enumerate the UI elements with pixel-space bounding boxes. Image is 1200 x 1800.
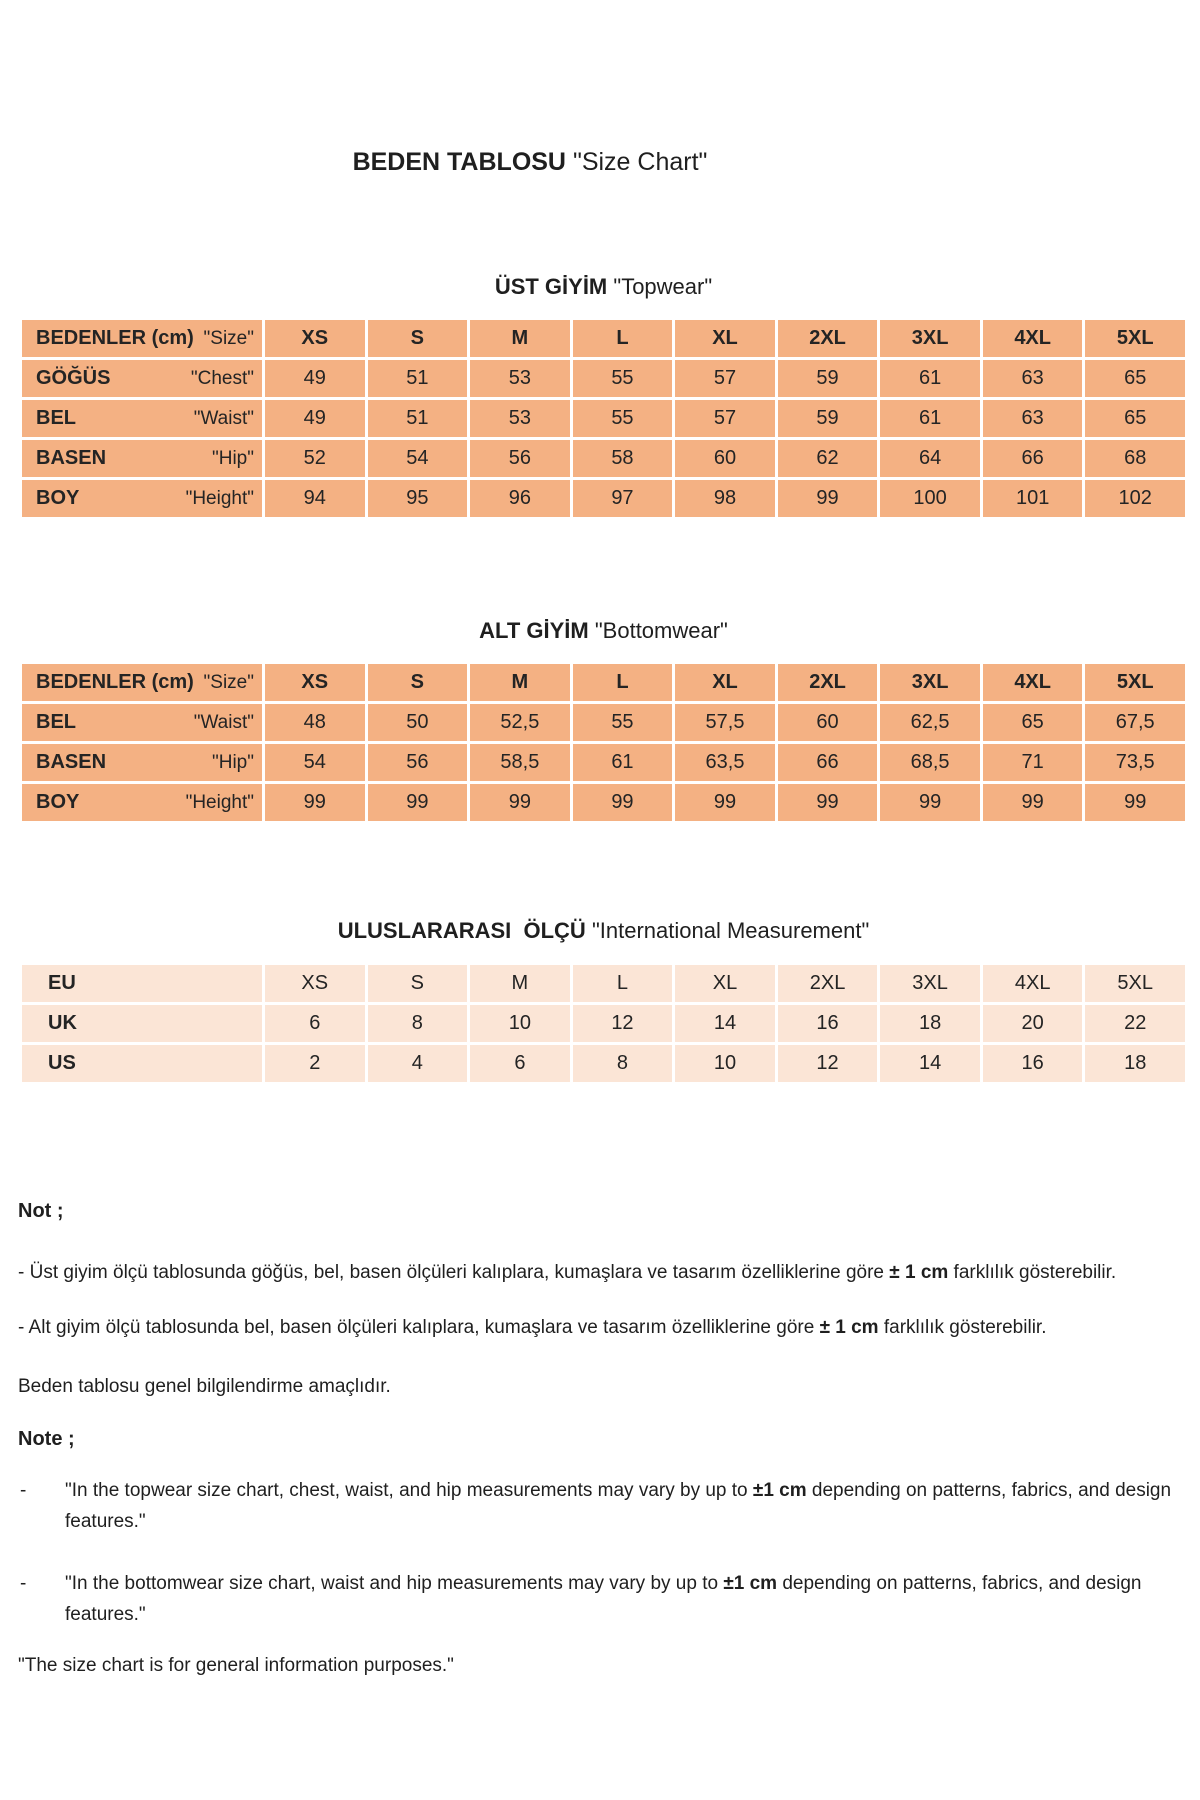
value-cell: 59 (778, 400, 878, 437)
row-label: BEL (36, 407, 76, 429)
value-cell: 96 (470, 480, 570, 517)
header-label-cell (22, 320, 262, 357)
bullet-dash: - (20, 1479, 27, 1501)
value-cell: 61 (880, 360, 980, 397)
size-header-cell: 5XL (1085, 664, 1185, 701)
size-header-cell: 3XL (880, 320, 980, 357)
bullet-text (65, 1568, 1172, 1630)
row-label-cell (22, 400, 262, 437)
turkish-general-note: Beden tablosu genel bilgilendirme amaçlıdır. (18, 1375, 391, 1397)
value-cell: 63,5 (675, 744, 775, 781)
turkish-note-bottomwear (0, 1312, 1200, 1343)
value-cell: 5XL (1085, 965, 1185, 1002)
value-cell: 4XL (983, 965, 1083, 1002)
international-table (22, 965, 1185, 1082)
value-cell: 18 (880, 1005, 980, 1042)
value-cell: 99 (778, 480, 878, 517)
value-cell: 52,5 (470, 704, 570, 741)
row-label-cell (22, 965, 262, 1002)
value-cell: 98 (675, 480, 775, 517)
value-cell: 63 (983, 400, 1083, 437)
value-cell: 54 (368, 440, 468, 477)
row-quote-label: "Height" (185, 487, 254, 509)
note-text: "In the bottomwear size chart, waist and hip measurements may vary by up to (65, 1572, 724, 1594)
value-cell: L (573, 965, 673, 1002)
value-cell: 2XL (778, 965, 878, 1002)
row-label-cell (22, 360, 262, 397)
value-cell: 62 (778, 440, 878, 477)
value-cell: 3XL (880, 965, 980, 1002)
value-cell: 99 (983, 784, 1083, 821)
value-cell: 58 (573, 440, 673, 477)
international-title-english: "International Measurement" (591, 918, 870, 944)
topwear-title-turkish: ÜST GİYİM (494, 273, 608, 299)
bottomwear-title-english: "Bottomwear" (594, 618, 728, 643)
value-cell: 66 (983, 440, 1083, 477)
size-header-cell: S (368, 664, 468, 701)
size-header-cell: L (573, 320, 673, 357)
bullet-text (65, 1475, 1172, 1537)
value-cell: 99 (470, 784, 570, 821)
size-header-cell: XL (675, 664, 775, 701)
bottomwear-title-turkish: ALT GİYİM (479, 618, 589, 643)
international-title (22, 916, 1185, 946)
value-cell: 61 (880, 400, 980, 437)
value-cell: 8 (573, 1045, 673, 1082)
size-header-cell: L (573, 664, 673, 701)
value-cell: 6 (265, 1005, 365, 1042)
value-cell: 68 (1085, 440, 1185, 477)
value-cell: 99 (675, 784, 775, 821)
value-cell: 14 (880, 1045, 980, 1082)
value-cell: 57 (675, 400, 775, 437)
value-cell: 60 (675, 440, 775, 477)
page-title (0, 147, 1060, 177)
value-cell: 10 (470, 1005, 570, 1042)
size-header-cell: 3XL (880, 664, 980, 701)
row-quote-label: "Height" (185, 791, 254, 813)
value-cell: 55 (573, 360, 673, 397)
row-label-cell (22, 784, 262, 821)
row-label: BASEN (36, 447, 107, 469)
size-header-cell: XS (265, 664, 365, 701)
value-cell: 99 (880, 784, 980, 821)
international-title-turkish: ULUSLARARASI ÖLÇÜ (337, 918, 586, 944)
header-label: BEDENLER (cm) (36, 671, 194, 694)
notes-section (0, 1198, 1200, 1681)
value-cell: 99 (1085, 784, 1185, 821)
value-cell: 60 (778, 704, 878, 741)
value-cell: 71 (983, 744, 1083, 781)
bottomwear-section (0, 616, 1200, 821)
row-label: GÖĞÜS (36, 367, 111, 389)
topwear-title (22, 272, 1185, 302)
row-label-cell (22, 704, 262, 741)
value-cell: 53 (470, 400, 570, 437)
value-cell: 4 (368, 1045, 468, 1082)
value-cell: S (368, 965, 468, 1002)
row-label: BOY (36, 487, 80, 509)
value-cell: 49 (265, 400, 365, 437)
row-quote-label: "Chest" (190, 367, 254, 389)
row-label-cell (22, 480, 262, 517)
value-cell: 50 (368, 704, 468, 741)
row-quote-label: "Waist" (193, 711, 254, 733)
note-text: depending on patterns, fabrics, and design features." (65, 1572, 1142, 1625)
value-cell: 57 (675, 360, 775, 397)
row-label: UK (48, 1011, 77, 1034)
value-cell: 61 (573, 744, 673, 781)
value-cell: 18 (1085, 1045, 1185, 1082)
topwear-table (22, 320, 1185, 517)
topwear-title-english: "Topwear" (613, 273, 713, 299)
note-text: - Üst giyim ölçü tablosunda göğüs, bel, basen ölçüleri kalıplara, kumaşlara ve tasarım özelliklerine göre (18, 1261, 890, 1283)
value-cell: XL (675, 965, 775, 1002)
row-label: BASEN (36, 751, 107, 774)
value-cell: 58,5 (470, 744, 570, 781)
value-cell: 52 (265, 440, 365, 477)
value-cell: 73,5 (1085, 744, 1185, 781)
note-text: farklılık gösterebilir. (948, 1261, 1117, 1283)
value-cell: 54 (265, 744, 365, 781)
value-cell: 102 (1085, 480, 1185, 517)
value-cell: 2 (265, 1045, 365, 1082)
value-cell: 97 (573, 480, 673, 517)
header-quote-label: "Size" (203, 327, 254, 349)
size-header-cell: XS (265, 320, 365, 357)
value-cell: 14 (675, 1005, 775, 1042)
size-header-cell: M (470, 320, 570, 357)
row-label-cell (22, 440, 262, 477)
value-cell: 64 (880, 440, 980, 477)
value-cell: 6 (470, 1045, 570, 1082)
value-cell: 16 (778, 1005, 878, 1042)
size-header-cell: 4XL (983, 664, 1083, 701)
value-cell: 56 (368, 744, 468, 781)
row-quote-label: "Waist" (193, 407, 254, 429)
notes-english-heading: Note ; (18, 1427, 75, 1450)
row-label-cell (22, 744, 262, 781)
note-tolerance-bold: ±1 cm (723, 1572, 778, 1594)
row-label: BEL (36, 711, 76, 734)
page-title-english: "Size Chart" (572, 147, 708, 176)
size-header-cell: 2XL (778, 320, 878, 357)
value-cell: 51 (368, 400, 468, 437)
topwear-section (0, 272, 1200, 517)
value-cell: 99 (265, 784, 365, 821)
row-label: EU (48, 971, 76, 994)
value-cell: 57,5 (675, 704, 775, 741)
value-cell: 65 (1085, 360, 1185, 397)
value-cell: 12 (573, 1005, 673, 1042)
row-label: BOY (36, 791, 80, 814)
row-label-cell (22, 1005, 262, 1042)
size-header-cell: 5XL (1085, 320, 1185, 357)
value-cell: XS (265, 965, 365, 1002)
row-quote-label: "Hip" (212, 447, 254, 469)
value-cell: 59 (778, 360, 878, 397)
value-cell: 99 (368, 784, 468, 821)
value-cell: 62,5 (880, 704, 980, 741)
value-cell: 68,5 (880, 744, 980, 781)
bottomwear-table (22, 664, 1185, 821)
value-cell: 67,5 (1085, 704, 1185, 741)
size-header-cell: XL (675, 320, 775, 357)
value-cell: M (470, 965, 570, 1002)
note-tolerance-bold: ± 1 cm (889, 1261, 949, 1283)
value-cell: 63 (983, 360, 1083, 397)
row-label: US (48, 1051, 76, 1074)
bottomwear-title (22, 616, 1185, 646)
value-cell: 48 (265, 704, 365, 741)
row-quote-label: "Hip" (212, 751, 254, 773)
note-text: "In the topwear size chart, chest, waist, and hip measurements may vary by up to (65, 1479, 753, 1501)
value-cell: 65 (983, 704, 1083, 741)
size-header-cell: M (470, 664, 570, 701)
note-text: - Alt giyim ölçü tablosunda bel, basen ölçüleri kalıplara, kumaşlara ve tasarım özelliklerine göre (18, 1316, 820, 1338)
value-cell: 51 (368, 360, 468, 397)
value-cell: 22 (1085, 1005, 1185, 1042)
value-cell: 55 (573, 704, 673, 741)
international-section (0, 916, 1200, 1081)
value-cell: 66 (778, 744, 878, 781)
value-cell: 99 (573, 784, 673, 821)
value-cell: 20 (983, 1005, 1083, 1042)
value-cell: 95 (368, 480, 468, 517)
size-header-cell: 4XL (983, 320, 1083, 357)
size-header-cell: 2XL (778, 664, 878, 701)
value-cell: 49 (265, 360, 365, 397)
value-cell: 12 (778, 1045, 878, 1082)
header-quote-label: "Size" (203, 671, 254, 693)
notes-turkish-heading: Not ; (18, 1199, 64, 1222)
english-note-bottomwear (0, 1568, 1200, 1630)
english-note-topwear (0, 1475, 1200, 1537)
note-tolerance-bold: ±1 cm (752, 1479, 807, 1501)
header-label-cell (22, 664, 262, 701)
value-cell: 16 (983, 1045, 1083, 1082)
header-label: BEDENLER (cm) (36, 327, 194, 349)
value-cell: 65 (1085, 400, 1185, 437)
value-cell: 100 (880, 480, 980, 517)
note-text: depending on patterns, fabrics, and design features." (65, 1479, 1172, 1532)
value-cell: 56 (470, 440, 570, 477)
bullet-dash: - (20, 1572, 27, 1594)
row-label-cell (22, 1045, 262, 1082)
value-cell: 10 (675, 1045, 775, 1082)
value-cell: 53 (470, 360, 570, 397)
note-text: farklılık gösterebilir. (878, 1316, 1047, 1338)
page-title-turkish: BEDEN TABLOSU (352, 147, 566, 176)
turkish-note-topwear (0, 1257, 1200, 1288)
size-header-cell: S (368, 320, 468, 357)
value-cell: 101 (983, 480, 1083, 517)
value-cell: 94 (265, 480, 365, 517)
value-cell: 99 (778, 784, 878, 821)
closing-note: "The size chart is for general information purposes." (18, 1654, 454, 1676)
note-tolerance-bold: ± 1 cm (819, 1316, 879, 1338)
value-cell: 55 (573, 400, 673, 437)
value-cell: 8 (368, 1005, 468, 1042)
